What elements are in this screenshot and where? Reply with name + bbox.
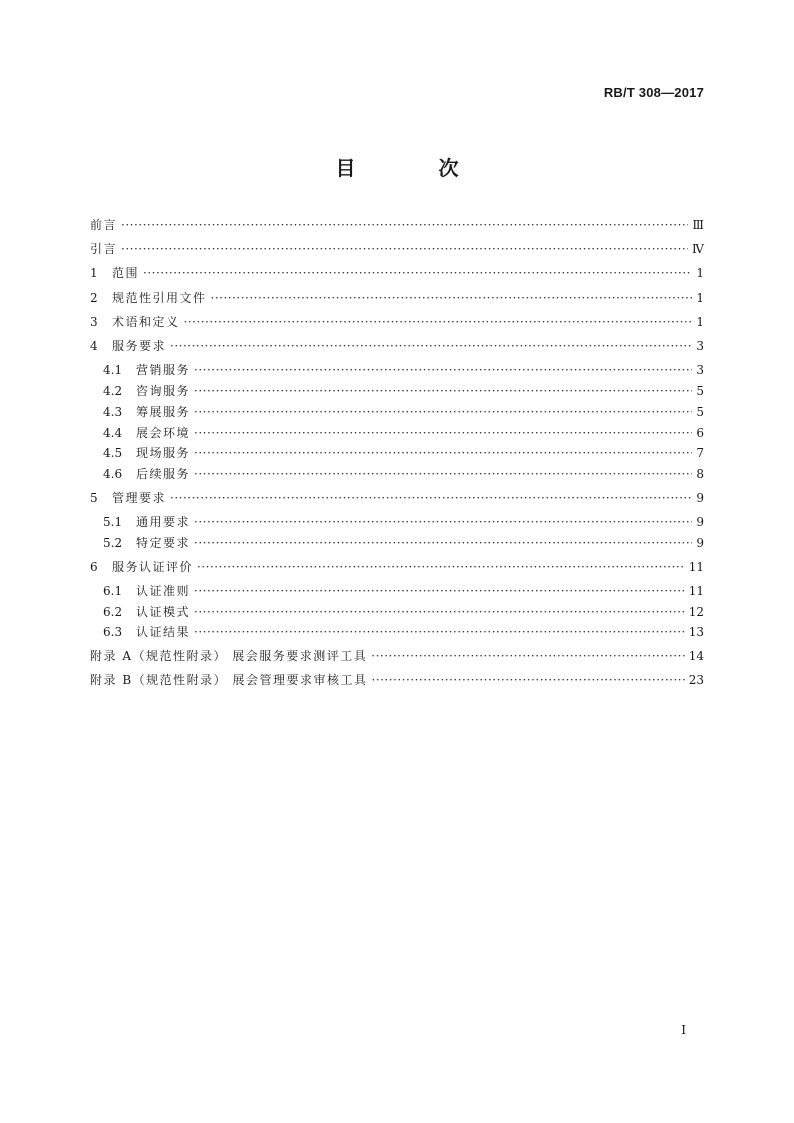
toc-entry-number: 4.3 [103, 404, 123, 419]
toc-entry-label: 引言 [90, 242, 118, 257]
toc-entry-number: 4.5 [103, 446, 123, 461]
toc-dot-leader [121, 218, 688, 232]
toc-entry-number: 4.2 [103, 383, 123, 398]
toc-entry-page: 23 [688, 673, 704, 688]
toc-entry[interactable] [90, 465, 704, 486]
toc-entry-label: 范围 [112, 266, 140, 281]
toc-dot-leader [371, 673, 684, 687]
toc-entry-label: 服务认证评价 [112, 559, 194, 574]
toc-entry-label: 规范性引用文件 [112, 290, 207, 305]
toc-entry[interactable] [90, 313, 704, 337]
toc-entry-page: 9 [696, 535, 704, 550]
toc-entry-label: 术语和定义 [112, 314, 180, 329]
toc-entry-number: 5.2 [103, 535, 123, 550]
toc-entry-page: 1 [696, 314, 704, 329]
toc-entry-page: 9 [696, 490, 704, 505]
toc-entry[interactable] [90, 264, 704, 288]
toc-entry[interactable] [90, 513, 704, 534]
toc-entry[interactable] [90, 444, 704, 465]
toc-dot-leader [194, 363, 692, 377]
toc-entry-number: 5.1 [103, 515, 123, 530]
toc-entry[interactable] [90, 671, 704, 695]
toc-entry-number: 1 [90, 266, 98, 281]
toc-dot-leader [184, 315, 692, 329]
toc-dot-leader [197, 560, 685, 574]
toc-entry[interactable] [90, 289, 704, 313]
toc-dot-leader [121, 242, 688, 256]
toc-entry[interactable] [90, 382, 704, 403]
toc-entry-label: 展会环境 [136, 425, 191, 440]
toc-entry-page: 11 [688, 583, 704, 598]
toc-dot-leader [143, 266, 692, 280]
toc-entry-page: 14 [688, 649, 704, 664]
toc-entry-label: 认证准则 [136, 583, 191, 598]
toc-dot-leader [194, 405, 692, 419]
table-of-contents [90, 216, 704, 696]
toc-entry-label: 通用要求 [136, 515, 191, 530]
toc-dot-leader [194, 584, 685, 598]
toc-entry-label: 前言 [90, 218, 118, 232]
toc-entry[interactable] [90, 623, 704, 644]
toc-title: 目 次 [335, 156, 497, 180]
toc-dot-leader [194, 426, 692, 440]
toc-entry[interactable] [90, 361, 704, 382]
toc-entry-page: 8 [696, 467, 704, 482]
toc-entry-label: 营销服务 [136, 363, 191, 378]
toc-entry[interactable] [90, 489, 704, 513]
toc-entry-label: 后续服务 [136, 467, 191, 482]
toc-dot-leader [194, 446, 692, 460]
toc-entry-label: 现场服务 [136, 446, 191, 461]
toc-entry-number: 4.4 [103, 425, 123, 440]
toc-dot-leader [170, 339, 692, 353]
toc-entry-page: 7 [696, 446, 704, 461]
toc-dot-leader [194, 605, 685, 619]
toc-dot-leader [211, 291, 692, 305]
toc-dot-leader [194, 625, 685, 639]
toc-entry-number: 2 [90, 290, 98, 305]
toc-entry-number: 4 [90, 338, 98, 353]
toc-dot-leader [170, 491, 692, 505]
page-number: I [681, 1023, 686, 1037]
toc-entry-page: Ⅳ [692, 242, 704, 257]
toc-entry-page: 5 [696, 404, 704, 419]
toc-entry-label: 附录 B（规范性附录） 展会管理要求审核工具 [90, 673, 368, 688]
toc-entry[interactable] [90, 534, 704, 555]
toc-entry-page: 3 [696, 338, 704, 353]
toc-entry-label: 服务要求 [112, 338, 167, 353]
toc-entry[interactable] [90, 582, 704, 603]
toc-entry-page: 1 [696, 290, 704, 305]
toc-entry-page: 9 [696, 515, 704, 530]
toc-entry-page: 6 [696, 425, 704, 440]
toc-entry-number: 5 [90, 490, 98, 505]
toc-entry[interactable] [90, 403, 704, 424]
toc-entry-page: Ⅲ [692, 218, 704, 232]
toc-entry-label: 认证模式 [136, 604, 191, 619]
toc-entry-label: 特定要求 [136, 535, 191, 550]
toc-entry-number: 6.3 [103, 625, 123, 640]
toc-entry[interactable] [90, 647, 704, 671]
toc-dot-leader [194, 467, 692, 481]
toc-entry-page: 13 [688, 625, 704, 640]
toc-entry-page: 1 [696, 266, 704, 281]
toc-entry-number: 3 [90, 314, 98, 329]
toc-entry[interactable] [90, 603, 704, 624]
toc-entry-number: 4.1 [103, 363, 123, 378]
toc-entry-number: 6.2 [103, 604, 123, 619]
toc-entry-number: 6.1 [103, 583, 123, 598]
toc-entry[interactable] [90, 424, 704, 445]
toc-entry-number: 6 [90, 559, 98, 574]
toc-dot-leader [371, 649, 684, 663]
toc-entry[interactable] [90, 337, 704, 361]
toc-entry-label: 筹展服务 [136, 404, 191, 419]
toc-entry-label: 管理要求 [112, 490, 167, 505]
toc-entry-label: 附录 A（规范性附录） 展会服务要求测评工具 [90, 649, 368, 664]
toc-dot-leader [194, 536, 692, 550]
toc-entry-page: 11 [688, 559, 704, 574]
toc-entry[interactable] [90, 558, 704, 582]
toc-entry[interactable] [90, 240, 704, 264]
toc-entry-page: 5 [696, 383, 704, 398]
toc-entry-number: 4.6 [103, 467, 123, 482]
standard-code: RB/T 308—2017 [603, 85, 704, 100]
toc-entry-page: 3 [696, 363, 704, 378]
toc-entry-label: 认证结果 [136, 625, 191, 640]
toc-entry[interactable] [90, 216, 704, 240]
toc-dot-leader [194, 515, 692, 529]
toc-dot-leader [194, 384, 692, 398]
toc-entry-page: 12 [688, 604, 704, 619]
toc-entry-label: 咨询服务 [136, 383, 191, 398]
